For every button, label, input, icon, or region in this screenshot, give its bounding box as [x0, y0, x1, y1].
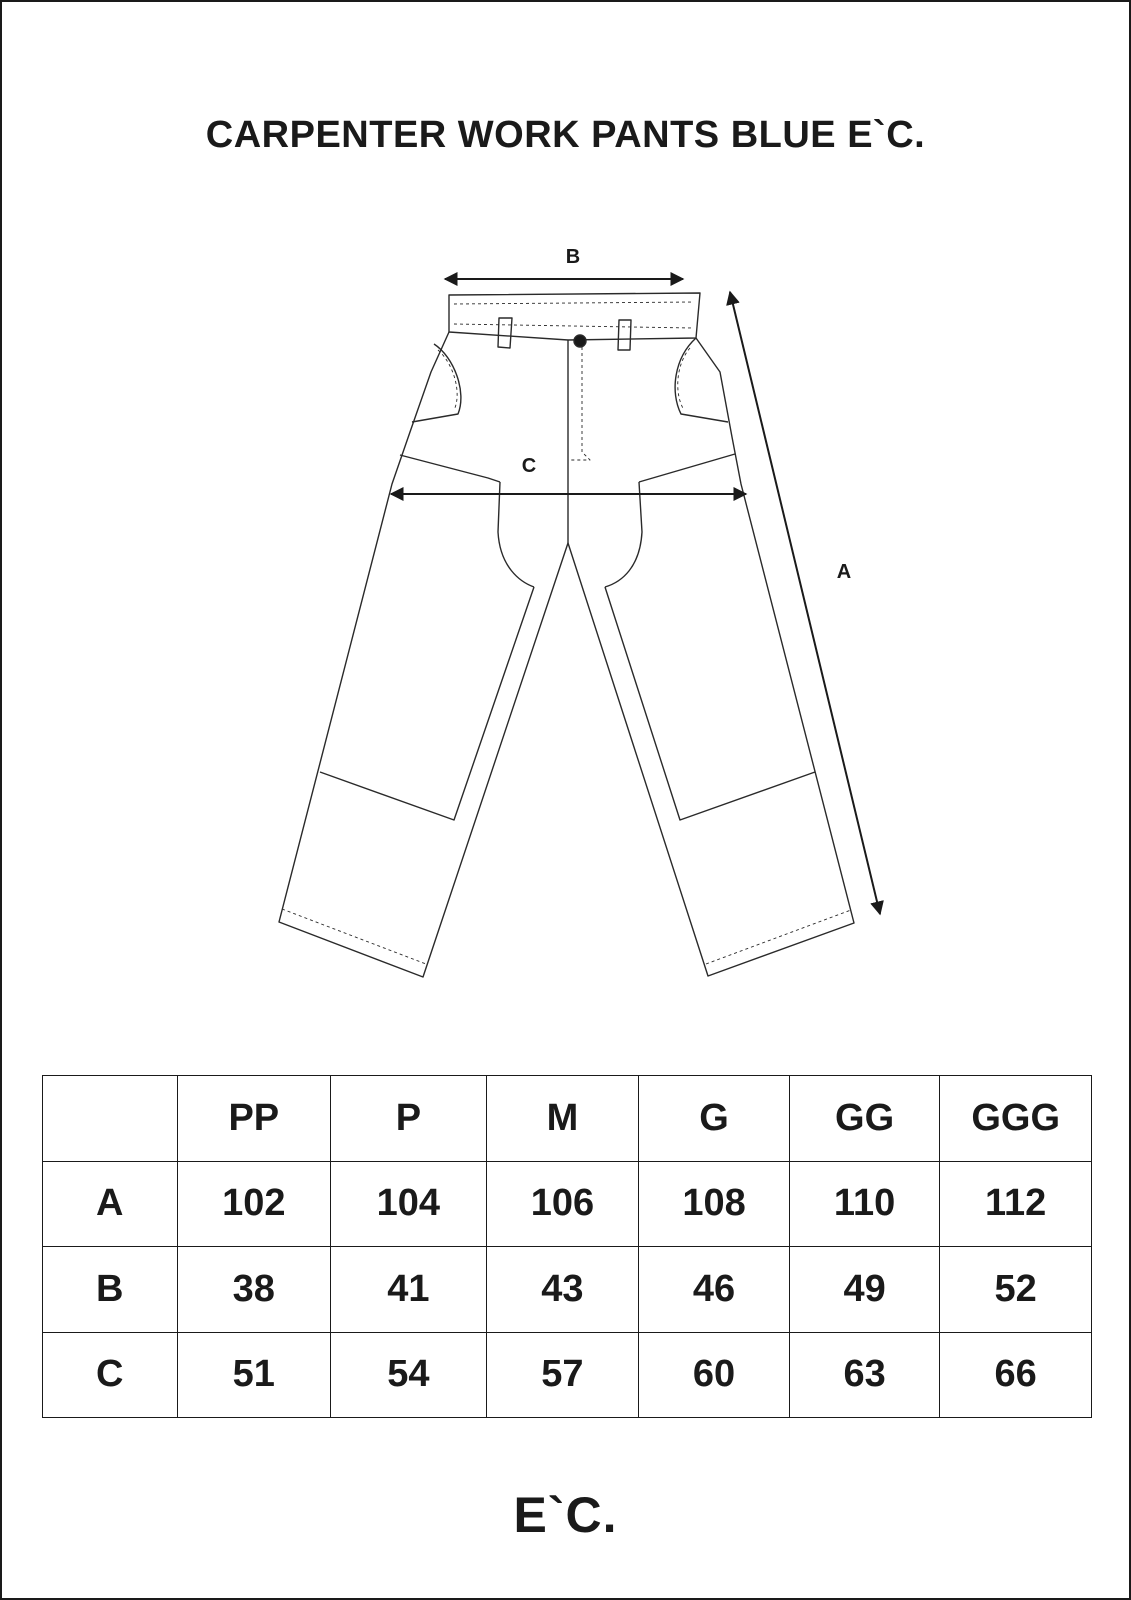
table-cell: 51 [177, 1332, 331, 1418]
size-header: P [331, 1076, 487, 1162]
table-cell: 60 [639, 1332, 790, 1418]
measure-label-c: C [521, 455, 537, 477]
measure-label-a: A [836, 561, 852, 583]
size-header: G [639, 1076, 790, 1162]
pants-diagram [2, 2, 1131, 1022]
table-header-row [43, 1076, 1092, 1162]
table-cell: 63 [789, 1332, 940, 1418]
table-cell: 108 [639, 1161, 790, 1247]
size-table [42, 1075, 1092, 1418]
row-label: C [43, 1332, 178, 1418]
size-header: GGG [940, 1076, 1092, 1162]
table-row [43, 1161, 1092, 1247]
measure-arrow-a [730, 292, 880, 914]
size-header: GG [789, 1076, 940, 1162]
button-icon [574, 335, 586, 347]
table-cell: 104 [331, 1161, 487, 1247]
table-cell: 106 [486, 1161, 639, 1247]
table-cell: 110 [789, 1161, 940, 1247]
table-cell: 43 [486, 1247, 639, 1333]
size-header: PP [177, 1076, 331, 1162]
table-cell: 66 [940, 1332, 1092, 1418]
table-corner-cell [43, 1076, 178, 1162]
table-cell: 102 [177, 1161, 331, 1247]
table-cell: 52 [940, 1247, 1092, 1333]
table-row [43, 1332, 1092, 1418]
pants-outline [279, 293, 854, 977]
table-row [43, 1247, 1092, 1333]
table-cell: 38 [177, 1247, 331, 1333]
row-label: A [43, 1161, 178, 1247]
table-cell: 54 [331, 1332, 487, 1418]
table-cell: 46 [639, 1247, 790, 1333]
row-label: B [43, 1247, 178, 1333]
table-cell: 57 [486, 1332, 639, 1418]
size-header: M [486, 1076, 639, 1162]
measure-label-b: B [565, 246, 581, 268]
table-cell: 112 [940, 1161, 1092, 1247]
page-title: CARPENTER WORK PANTS BLUE E`C. [205, 114, 926, 156]
brand-logo-text: E`C. [513, 1487, 618, 1543]
table-cell: 49 [789, 1247, 940, 1333]
table-cell: 41 [331, 1247, 487, 1333]
